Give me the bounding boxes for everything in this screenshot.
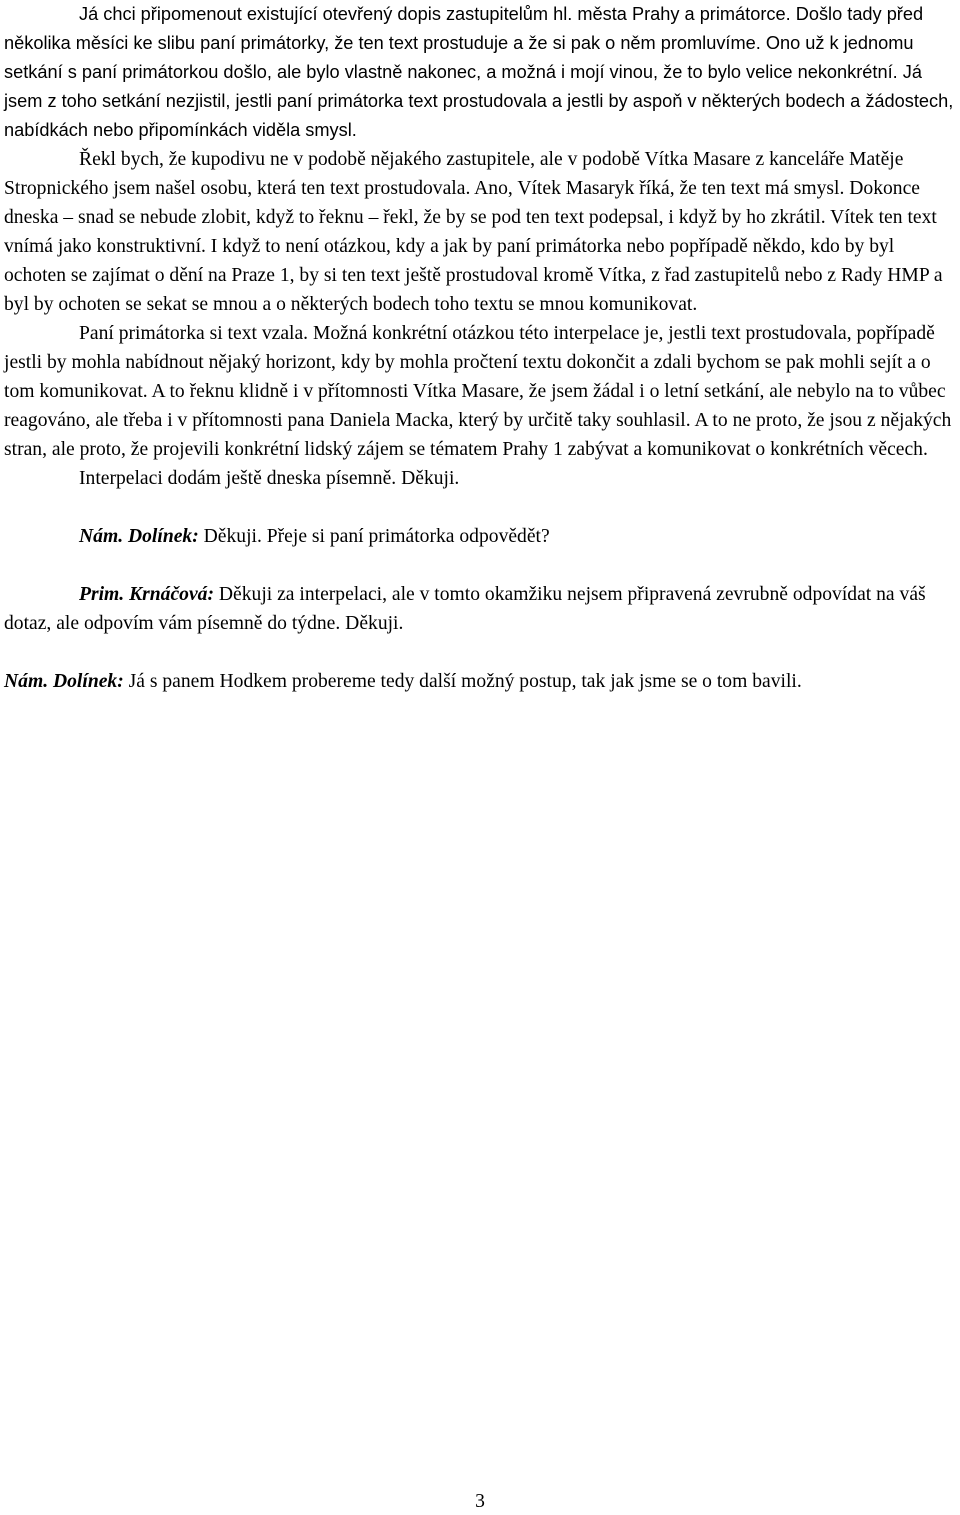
paragraph-closing xyxy=(4,464,958,493)
exchange-dolinek-2 xyxy=(4,667,958,696)
page-number: 3 xyxy=(475,1491,485,1512)
speaker-name: Nám. Dolínek: xyxy=(4,671,124,692)
paragraph-primator-text xyxy=(4,319,958,464)
paragraph-opening xyxy=(4,0,958,145)
speaker-name: Prim. Krnáčová: xyxy=(79,584,214,605)
paragraph-closing-text: Interpelaci dodám ještě dneska písemně. Děkuji. xyxy=(79,468,460,489)
speaker-name: Nám. Dolínek: xyxy=(79,526,199,547)
document-page xyxy=(4,0,958,696)
paragraph-opening-text: Já chci připomenout existující otevřený dopis zastupitelům hl. města Prahy a primátorce. Došlo tady před několika měsíci ke slibu paní primátorky, že ten text prostuduje a že si pak o něm promluvíme. Ono už k jednomu setkání s paní primátorkou došlo, ale bylo vlastně nakonec, a možná i mojí vinou, že to bylo velice nekonkrétní. Já jsem z toho setkání nezjistil, jestli paní primátorka text prostudovala a jestli by aspoň v některých bodech a žádostech, nabídkách nebo připomínkách viděla smysl. xyxy=(4,4,954,140)
exchange-dolinek-1 xyxy=(4,522,958,551)
speech-text: Děkuji. Přeje si paní primátorka odpovědět? xyxy=(198,526,550,547)
speech-text: Já s panem Hodkem probereme tedy další možný postup, tak jak jsme se o tom bavili. xyxy=(123,671,802,692)
exchange-krnacova xyxy=(4,580,958,638)
speech-text: Děkuji za interpelaci, ale v tomto okamžiku nejsem připravená zevrubně odpovídat na váš dotaz, ale odpovím vám písemně do týdne. Děkuji. xyxy=(4,584,926,634)
paragraph-primator-text-body: Paní primátorka si text vzala. Možná konkrétní otázkou této interpelace je, jestli text prostudovala, popřípadě jestli by mohla nabídnout nějaký horizont, kdy by mohla pročtení textu dokončit a zdali bychom se pak mohli sejít a o tom komunikovat. A to řeknu klidně i v přítomnosti Vítka Masare, že jsem žádal i o letní setkání, ale nebylo na to vůbec reagováno, ale třeba i v přítomnosti pana Daniela Macka, který by určitě taky souhlasil. A to ne proto, že jsou z nějakých stran, ale proto, že projevili konkrétní lidský zájem se tématem Prahy 1 zabývat a komunikovat o konkrétních věcech. xyxy=(4,323,952,460)
paragraph-masar-text: Řekl bych, že kupodivu ne v podobě nějakého zastupitele, ale v podobě Vítka Masare z kanceláře Matěje Stropnického jsem našel osobu, která ten text prostudovala. Ano, Vítek Masaryk říká, že ten text má smysl. Dokonce dneska – snad se nebude zlobit, když to řeknu – řekl, že by se pod ten text podepsal, i když by ho zkrátil. Vítek ten text vnímá jako konstruktivní. I když to není otázkou, kdy a jak by paní primátorka nebo popřípadě někdo, kdo by byl ochoten se zajímat o dění na Praze 1, by si ten text ještě prostudoval kromě Vítka, z řad zastupitelů nebo z Rady HMP a byl by ochoten se sekat se mnou a o některých bodech toho textu se mnou komunikovat. xyxy=(4,149,943,315)
paragraph-masar xyxy=(4,145,958,319)
